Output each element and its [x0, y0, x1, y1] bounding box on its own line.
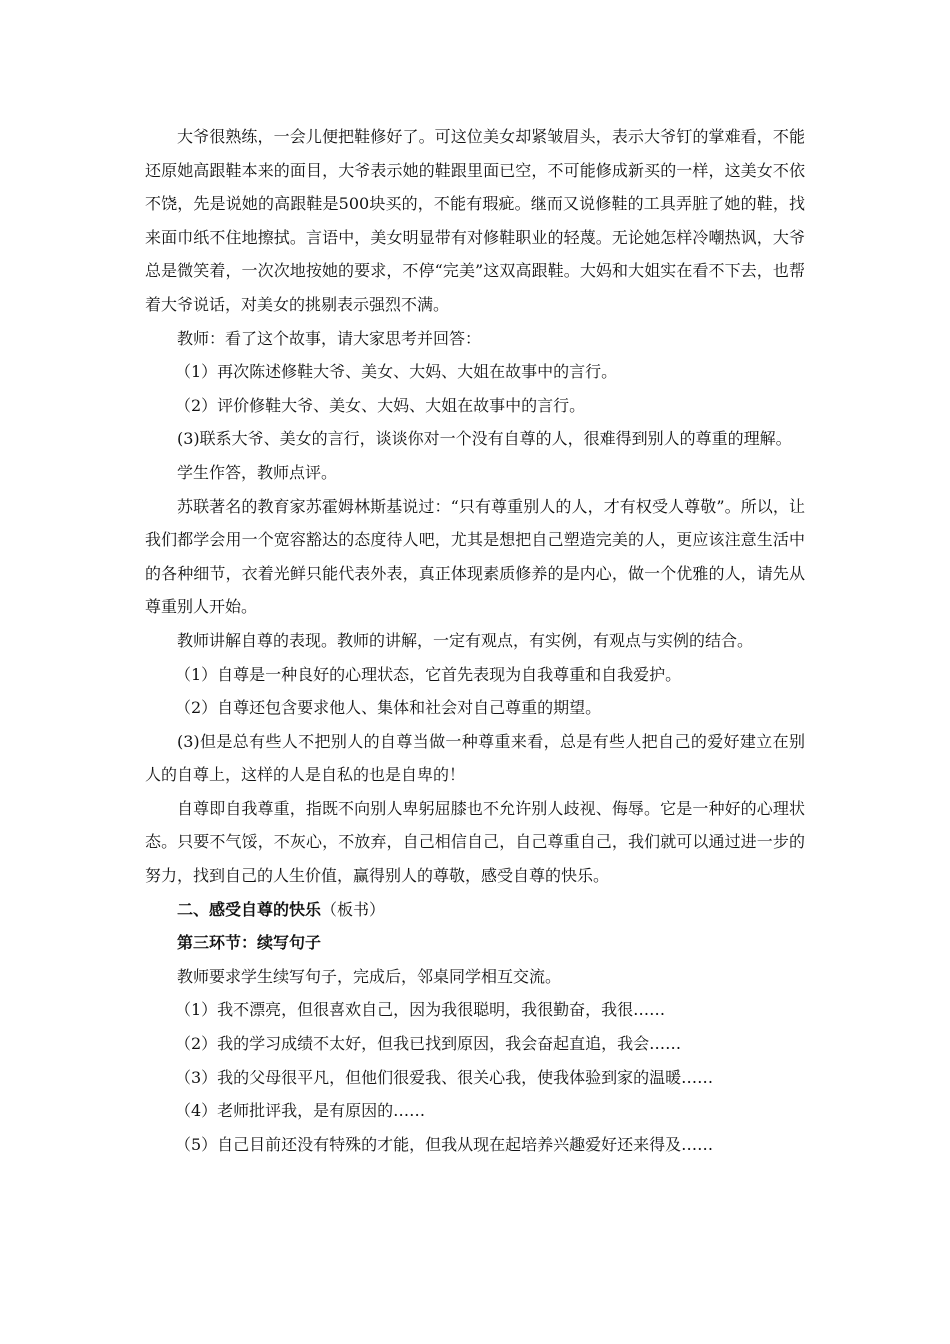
point-2: （2）自尊还包含要求他人、集体和社会对自己尊重的期望。 [175, 698, 602, 718]
section-heading-bold: 二、感受自尊的快乐 [177, 899, 322, 919]
story-paragraph: 大爷很熟练，一会儿便把鞋修好了。可这位美女却紧皱眉头，表示大爷钉的掌难看，不能还原她高跟鞋本来的面目，大爷表示她的鞋跟里面已空，不可能修成新买的一样，这美女不依不饶，先是说她的高跟鞋是500块买的，不能有瑕疵。继而又说修鞋的工具弄脏了她的鞋，找来面巾纸不住地擦拭。言语中，美女明显带有对修鞋职业的轻蔑。无论她怎样冷嘲热讽，大爷总是微笑着，一次次地按她的要求，不停“完美”这双高跟鞋。大妈和大姐实在看不下去，也帮着大爷说话，对美女的挑剔表示强烈不满。 [145, 127, 805, 314]
section-heading-note: （板书） [321, 899, 386, 919]
sentence-3: （3）我的父母很平凡，但他们很爱我、很关心我，使我体验到家的温暖…… [175, 1067, 714, 1087]
sentence-2: （2）我的学习成绩不太好，但我已找到原因，我会奋起直追，我会…… [175, 1034, 682, 1054]
question-3: (3)联系大爷、美女的言行，谈谈你对一个没有自尊的人，很难得到别人的尊重的理解。 [177, 429, 792, 449]
question-1: （1）再次陈述修鞋大爷、美女、大妈、大姐在故事中的言行。 [175, 362, 618, 382]
point-1: （1）自尊是一种良好的心理状态，它首先表现为自我尊重和自我爱护。 [175, 664, 682, 684]
teacher-explanation: 教师讲解自尊的表现。教师的讲解，一定有观点，有实例，有观点与实例的结合。 [177, 630, 754, 650]
sentence-4: （4）老师批评我，是有原因的…… [175, 1101, 426, 1121]
student-answer-note: 学生作答，教师点评。 [177, 462, 338, 482]
self-respect-definition: 自尊即自我尊重，指既不向别人卑躬屈膝也不允许别人歧视、侮辱。它是一种好的心理状态。只要不气馁，不灰心，不放弃，自己相信自己，自己尊重自己，我们就可以通过进一步的努力，找到自己的人生价值，赢得别人的尊敬，感受自尊的快乐。 [145, 798, 805, 886]
sentence-1: （1）我不漂亮，但很喜欢自己，因为我很聪明，我很勤奋，我很…… [175, 1000, 666, 1020]
sentence-5: （5）自己目前还没有特殊的才能，但我从现在起培养兴趣爱好还来得及…… [175, 1134, 714, 1154]
question-2: （2）评价修鞋大爷、美女、大妈、大姐在故事中的言行。 [175, 395, 586, 415]
task-instruction: 教师要求学生续写句子，完成后，邻桌同学相互交流。 [177, 966, 562, 986]
point-3: (3)但是总有些人不把别人的自尊当做一种尊重来看，总是有些人把自己的爱好建立在别人的自尊上，这样的人是自私的也是自卑的！ [145, 731, 805, 785]
subsection-heading: 第三环节：续写句子 [177, 933, 322, 953]
document-page [145, 120, 805, 1161]
section-heading [145, 893, 805, 927]
teacher-prompt: 教师：看了这个故事，请大家思考并回答： [177, 328, 482, 348]
quote-paragraph: 苏联著名的教育家苏霍姆林斯基说过：“只有尊重别人的人，才有权受人尊敬”。所以，让我们都学会用一个宽容豁达的态度待人吧，尤其是想把自己塑造完美的人，更应该注意生活中的各种细节，衣着光鲜只能代表外表，真正体现素质修养的是内心，做一个优雅的人，请先从尊重别人开始。 [145, 496, 805, 617]
